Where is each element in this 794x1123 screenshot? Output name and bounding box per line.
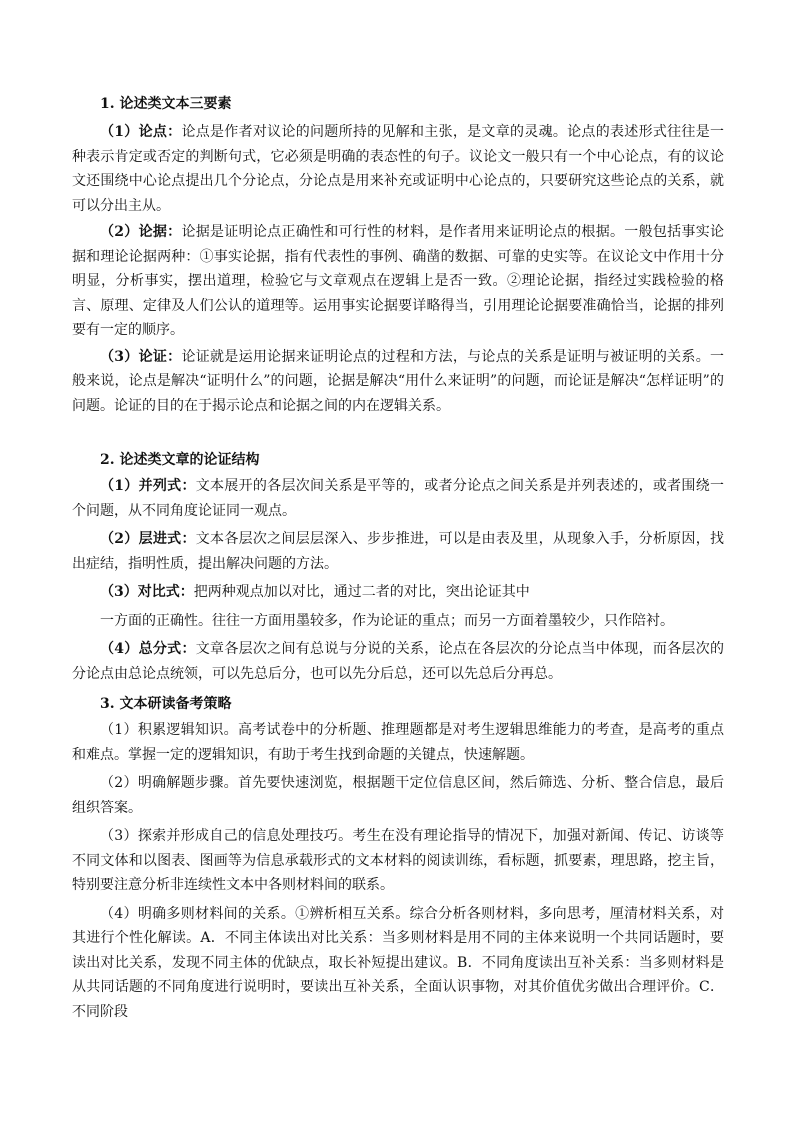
- paragraph-text: （2）明确解题步骤。首先要快速浏览，根据题干定位信息区间，然后筛选、分析、整合信息，最后组织答案。: [72, 775, 724, 816]
- paragraph-label: （2）论据：: [100, 224, 182, 240]
- paragraph-text: 论证就是运用论据来证明论点的过程和方法，与论点的关系是证明与被证明的关系。一般来说，论点是解决“证明什么”的问题，论据是解决“用什么来证明”的问题，而论证是解决“怎样证明”的问题。论证的目的在于揭示论点和论据之间的内在逻辑关系。: [72, 348, 724, 414]
- paragraph-reasoning: [72, 345, 724, 419]
- paragraph-label: （4）总分式：: [100, 641, 196, 657]
- paragraph-contrast-continued: [72, 609, 724, 634]
- paragraph-argument: [72, 120, 724, 218]
- paragraph-progressive: [72, 527, 724, 576]
- section-heading-2: 2. 论述类文章的论证结构: [100, 452, 260, 468]
- paragraph-text: （3）探索并形成自己的信息处理技巧。考生在没有理论指导的情况下，加强对新闻、传记、访谈等不同文体和以图表、图画等为信息承载形式的文本材料的阅读训练，看标题，抓要素，理思路，挖主旨，特别要注意分析非连续性文本中各则材料间的联系。: [72, 828, 724, 893]
- section-3-body: [72, 718, 724, 1024]
- section-heading-3: 3. 文本研读备考策略: [100, 696, 232, 712]
- paragraph-text: （1）积累逻辑知识。高考试卷中的分析题、推理题都是对考生逻辑思维能力的考查，是高考的重点和难点。掌握一定的逻辑知识，有助于考生找到命题的关键点，快速解题。: [72, 722, 724, 763]
- strategy-1: [72, 718, 724, 767]
- paragraph-label: （2）层进式：: [100, 531, 196, 547]
- paragraph-text: 把两种观点加以对比，通过二者的对比，突出论证其中: [193, 584, 530, 600]
- paragraph-label: （1）论点：: [100, 124, 182, 140]
- paragraph-label: （3）对比式：: [100, 584, 194, 600]
- paragraph-parallel: [72, 474, 724, 523]
- strategy-4: [72, 902, 724, 1025]
- paragraph-label: （3）论证：: [100, 348, 182, 365]
- paragraph-text: 文本各层次之间层层深入、步步推进，可以是由表及里，从现象入手，分析原因，找出症结，指明性质，提出解决问题的方法。: [72, 531, 725, 572]
- paragraph-general-specific: [72, 637, 724, 686]
- paragraph-text: 一方面的正确性。往往一方面用墨较多，作为论证的重点；而另一方面着墨较少，只作陪衬。: [100, 612, 674, 629]
- paragraph-text: 文本展开的各层次间关系是平等的，或者分论点之间关系是并列表述的，或者围绕一个问题，从不同角度论证同一观点。: [72, 478, 725, 519]
- paragraph-contrast: [72, 580, 724, 605]
- paragraph-label: （1）并列式：: [100, 478, 196, 494]
- strategy-3: [72, 824, 724, 898]
- strategy-2: [72, 771, 724, 820]
- section-2-body: [72, 474, 724, 686]
- paragraph-text: （4）明确多则材料间的关系。①辨析相互关系。综合分析各则材料，多向思考，厘清材料关系，对其进行个性化解读。A．不同主体读出对比关系：当多则材料是用不同的主体来说明一个共同话题时，要读出对比关系，发现不同主体的优缺点，取长补短提出建议。B．不同角度读出互补关系：当多则材料是从共同话题的不同角度进行说明时，要读出互补关系，全面认识事物，对其价值优劣做出合理评价。C．不同阶段: [72, 905, 724, 1020]
- paragraph-text: 论点是作者对议论的问题所持的见解和主张，是文章的灵魂。论点的表述形式往往是一种表示肯定或否定的判断句式，它必须是明确的表态性的句子。议论文一般只有一个中心论点，有的议论文还围绕中心论点提出几个分论点，分论点是用来补充或证明中心论点的，只要研究这些论点的关系，就可以分出主从。: [72, 124, 724, 214]
- paragraph-text: 论据是证明论点正确性和可行性的材料，是作者用来证明论点的根据。一般包括事实论据和理论论据两种：①事实论据，指有代表性的事例、确凿的数据、可靠的史实等。在议论文中作用十分明显，分析事实，摆出道理，检验它与文章观点在逻辑上是否一致。②理论论据，指经过实践检验的格言、原理、定律及人们公认的道理等。运用事实论据要详略得当，引用理论论据要准确恰当，论据的排列要有一定的顺序。: [72, 224, 724, 338]
- paragraph-evidence: [72, 220, 724, 343]
- section-heading-1: 1. 论述类文本三要素: [100, 96, 232, 112]
- section-1-body: [72, 120, 724, 418]
- paragraph-text: 文章各层次之间有总说与分说的关系，论点在各层次的分论点当中体现，而各层次的分论点由总论点统领，可以先总后分，也可以先分后总，还可以先总后分再总。: [72, 641, 725, 682]
